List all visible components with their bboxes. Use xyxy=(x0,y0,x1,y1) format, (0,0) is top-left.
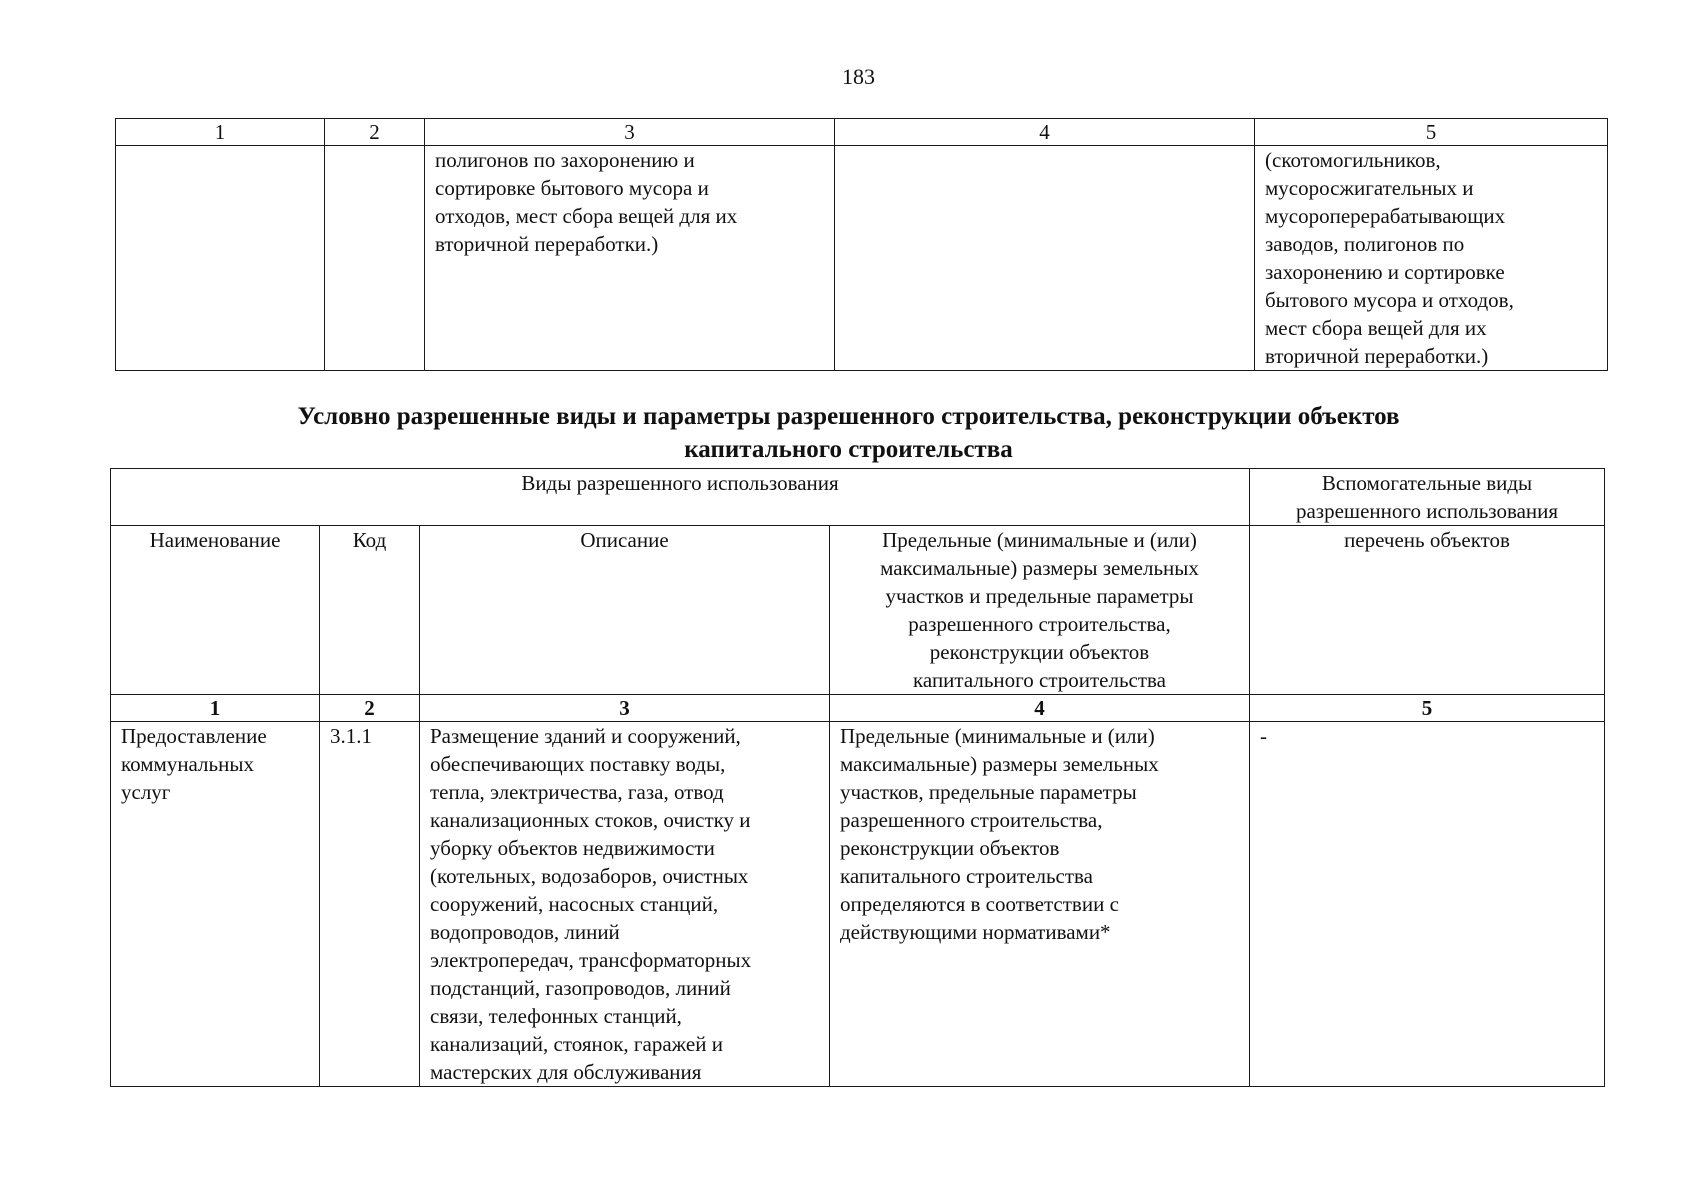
column-number: 3 xyxy=(425,119,835,146)
use-description-cell: Размещение зданий и сооружений, обеспечивающих поставку воды, тепла, электричества, газа, отвод канализационных стоков, очистку и уборку объектов недвижимости (котельных, водозаборов, очистных сооружений, насосных станций, водопроводов, линий электропередач, трансформаторных подстанций, газопроводов, линий связи, телефонных станций, канализаций, стоянок, гаражей и мастерских для обслуживания xyxy=(420,722,830,1087)
column-number: 1 xyxy=(111,695,320,722)
group-header-auxiliary-uses: Вспомогательные виды разрешенного использования xyxy=(1250,469,1605,526)
column-number: 5 xyxy=(1255,119,1608,146)
section-heading xyxy=(0,400,1697,466)
column-number: 3 xyxy=(420,695,830,722)
header-code: Код xyxy=(320,526,420,695)
section-heading-line2: капитального строительства xyxy=(684,436,1013,463)
conditional-uses-table xyxy=(110,468,1605,1087)
group-header-allowed-uses: Виды разрешенного использования xyxy=(111,469,1250,526)
use-code-cell: 3.1.1 xyxy=(320,722,420,1087)
name-cell xyxy=(116,146,325,371)
page-number: 183 xyxy=(842,64,875,89)
column-header-row xyxy=(111,526,1605,695)
code-cell xyxy=(325,146,425,371)
header-name: Наименование xyxy=(111,526,320,695)
header-objects: перечень объектов xyxy=(1250,526,1605,695)
use-name-cell: Предоставление коммунальных услуг xyxy=(111,722,320,1087)
column-number: 2 xyxy=(325,119,425,146)
description-cell: полигонов по захоронению и сортировке бытового мусора и отходов, мест сбора вещей для их вторичной переработки.) xyxy=(425,146,835,371)
limits-cell xyxy=(835,146,1255,371)
column-number: 4 xyxy=(830,695,1250,722)
header-limits: Предельные (минимальные и (или) максимальные) размеры земельных участков и предельные параметры разрешенного строительства, реконструкции объектов капитального строительства xyxy=(830,526,1250,695)
column-number: 1 xyxy=(116,119,325,146)
table-row xyxy=(111,722,1605,1087)
column-number: 4 xyxy=(835,119,1255,146)
header-description: Описание xyxy=(420,526,830,695)
column-number: 2 xyxy=(320,695,420,722)
continuation-table xyxy=(115,118,1608,371)
section-heading-line1: Условно разрешенные виды и параметры разрешенного строительства, реконструкции объектов xyxy=(297,403,1400,430)
group-header-row xyxy=(111,469,1605,526)
column-number: 5 xyxy=(1250,695,1605,722)
table-row xyxy=(116,146,1608,371)
use-objects-cell: - xyxy=(1250,722,1605,1087)
use-limits-cell: Предельные (минимальные и (или) максимальные) размеры земельных участков, предельные параметры разрешенного строительства, реконструкции объектов капитального строительства определяются в соответствии с действующими нормативами* xyxy=(830,722,1250,1087)
column-number-row xyxy=(111,695,1605,722)
objects-cell: (скотомогильников, мусоросжигательных и мусороперерабатывающих заводов, полигонов по захоронению и сортировке бытового мусора и отходов, мест сбора вещей для их вторичной переработки.) xyxy=(1255,146,1608,371)
column-number-row xyxy=(116,119,1608,146)
